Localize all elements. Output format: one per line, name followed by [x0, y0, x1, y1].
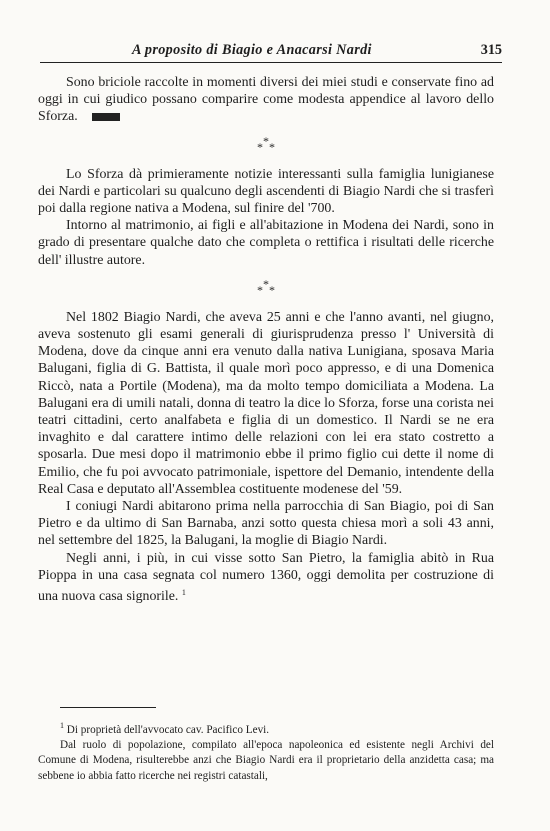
page-number: 315 [480, 42, 502, 58]
paragraph-3: Intorno al matrimonio, ai figli e all'abitazione in Modena dei Nardi, sono in grado di presentare qualche dato che completa o rettifica i risultati delle ricerche dell' illustre autore. [38, 218, 494, 268]
body-text [38, 74, 494, 605]
footnote-1-continuation: Dal ruolo di popolazione, compilato all'epoca napoleonica ed esistente negli Archivi del Comune di Modena, risulterebbe anzi che Biagio Nardi era il proprietario della anzidetta casa; ma sebbene io abbia fatto ricerche nei registri catastali, [38, 739, 494, 782]
paragraph-1 [38, 74, 494, 126]
header-rule [40, 62, 502, 63]
footnotes [38, 718, 494, 784]
footnote-rule [60, 707, 156, 708]
running-header [40, 38, 502, 62]
ink-mark [92, 113, 120, 121]
asterisk: * [257, 282, 263, 297]
asterisk: * [257, 139, 263, 154]
running-title: A proposito di Biagio e Anacarsi Nardi [132, 42, 372, 58]
paragraph-2: Lo Sforza dà primieramente notizie interessanti sulla famiglia lunigianese dei Nardi e particolari su qualcuno degli ascendenti di Biagio Nardi che si trasferì poi dalla regione nativa a Modena, sul finire del '700. [38, 166, 494, 217]
asterisk: * [263, 276, 269, 291]
paragraph-1-text: Sono briciole raccolte in momenti diversi dei miei studi e conservate fino ad oggi in cui giudico possano comparire come modesta appendice al lavoro dello Sforza. [38, 75, 494, 125]
paragraph-5: I coniugi Nardi abitarono prima nella parrocchia di San Biagio, poi di San Pietro e da ultimo di San Barnaba, anzi sotto questa chiesa morì a soli 43 anni, nel settembre del 1825, la Balugani, la moglie di Biagio Nardi. [38, 499, 494, 549]
paragraph-6-text: Negli anni, i più, in cui visse sotto San Pietro, la famiglia abitò in Rua Pioppa in una casa segnata col numero 1360, oggi demolita per costruzione di una nuova casa signorile. [38, 550, 494, 605]
asterisk: * [269, 139, 275, 154]
section-separator-2 [38, 269, 494, 309]
footnote-1-text: Di proprietà dell'avvocato cav. Pacifico Levi. [66, 724, 270, 736]
footnote-marker: 1 [60, 721, 64, 730]
section-separator-1 [38, 126, 494, 166]
paragraph-6 [38, 550, 494, 606]
footnote-1 [38, 718, 494, 738]
footnote-reference: 1 [181, 588, 186, 598]
paragraph-4: Nel 1802 Biagio Nardi, che aveva 25 anni e che l'anno avanti, nel giugno, aveva sostenuto gli esami generali di giurisprudenza presso l' Università di Modena, dove da cinque anni era venuto dalla nativa Lunigiana, sposava Maria Balugani, figlia di G. Battista, il quale morì poco appresso, e di una Domenica Riccò, nata a Portile (Modena), ma da molto tempo domiciliata a Modena. La Balugani era di umili natali, donna di teatro la dice lo Sforza, forse una corista nei teatri cittadini, certo analfabeta e figlia di un domestico. Il Nardi se ne era invaghito e dal carattere intimo delle relazioni con lei era stato costretto a sposarla. Due mesi dopo il matrimonio ebbe il primo figlio cui dette il nome di Emilio, che fu poi avvocato patrimoniale, ispettore del Demanio, intendente della Real Casa e deputato all'Assemblea costituente modenese del '59. [38, 309, 494, 497]
asterisk: * [263, 133, 269, 148]
asterisk: * [269, 282, 275, 297]
